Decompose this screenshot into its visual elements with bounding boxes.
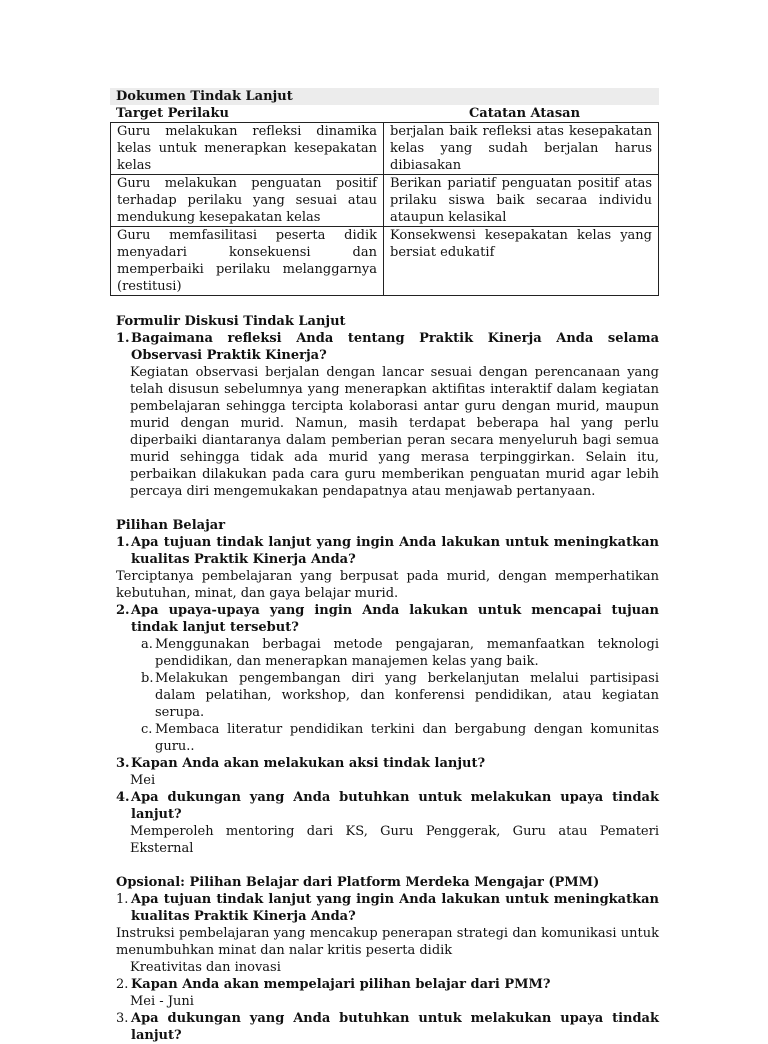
table-row	[111, 175, 659, 227]
diskusi-title: Formulir Diskusi Tindak Lanjut	[116, 314, 346, 329]
document-title-bar	[110, 88, 659, 105]
question-text: Kapan Anda akan mempelajari pilihan belajar dari PMM?	[131, 977, 551, 992]
question-text: Apa tujuan tindak lanjut yang ingin Anda lakukan untuk meningkatkan kualitas Praktik Kinerja Anda?	[131, 892, 659, 924]
question-number: 1.	[116, 535, 130, 550]
list-text: Menggunakan berbagai metode pengajaran, memanfaatkan teknologi pendidikan, dan menerapkan manajemen kelas yang baik.	[155, 637, 659, 669]
pilihan-title: Pilihan Belajar	[116, 518, 226, 533]
opsional-question-3	[116, 1010, 659, 1044]
pilihan-answer-4: Memperoleh mentoring dari KS, Guru Penggerak, Guru atau Pemateri Eksternal	[130, 824, 659, 856]
table-cell-catatan: berjalan baik refleksi atas kesepakatan kelas yang sudah berjalan harus dibiasakan	[384, 123, 659, 175]
question-text: Bagaimana refleksi Anda tentang Praktik Kinerja Anda selama Observasi Praktik Kinerja?	[131, 331, 659, 363]
table-cell-catatan: Konsekwensi kesepakatan kelas yang bersiat edukatif	[384, 227, 659, 296]
table-cell-target: Guru melakukan refleksi dinamika kelas untuk menerapkan kesepakatan kelas	[111, 123, 384, 175]
question-text: Apa tujuan tindak lanjut yang ingin Anda lakukan untuk meningkatkan kualitas Praktik Kinerja Anda?	[131, 535, 659, 567]
diskusi-answer-1: Kegiatan observasi berjalan dengan lancar sesuai dengan perencanaan yang telah disusun sebelumnya yang menerapkan aktifitas interaktif dalam kegiatan pembelajaran sehingga tercipta kolaborasi antar guru dengan murid, maupun murid dengan murid. Namun, masih terdapat beberapa hal yang perlu diperbaiki diantaranya dalam pemberian peran secara menyeluruh bagi semua murid sehingga tidak ada murid yang merasa terpinggirkan. Selain itu, perbaikan dilakukan pada cara guru memberikan penguatan murid agar lebih percaya diri mengemukakan pendapatnya atau menjawab pertanyaan.	[130, 365, 659, 499]
opsional-title: Opsional: Pilihan Belajar dari Platform Merdeka Mengajar (PMM)	[116, 875, 600, 890]
spacer	[110, 857, 659, 874]
table-header	[110, 105, 659, 122]
question-number: 3.	[116, 756, 130, 771]
question-number: 2.	[116, 977, 129, 992]
question-number: 3.	[116, 1011, 129, 1026]
opsional-answer-2: Mei - Juni	[130, 994, 194, 1009]
pilihan-question-4	[116, 789, 659, 823]
pilihan-answer-3: Mei	[130, 773, 156, 788]
opsional-question-1	[116, 891, 659, 925]
opsional-answer-1b: Kreativitas dan inovasi	[130, 960, 281, 975]
table-cell-target: Guru melakukan penguatan positif terhadap perilaku yang sesuai atau mendukung kesepakatan kelas	[111, 175, 384, 227]
list-item	[141, 636, 659, 670]
table-col-catatan-header: Catatan Atasan	[468, 106, 581, 121]
document-title: Dokumen Tindak Lanjut	[116, 89, 293, 104]
question-text: Kapan Anda akan melakukan aksi tindak lanjut?	[131, 756, 486, 771]
spacer	[110, 296, 659, 313]
question-text: Apa upaya-upaya yang ingin Anda lakukan untuk mencapai tujuan tindak lanjut tersebut?	[131, 603, 659, 635]
list-text: Membaca literatur pendidikan terkini dan bergabung dengan komunitas guru..	[155, 722, 659, 754]
table-col-target-header: Target Perilaku	[116, 106, 229, 121]
question-number: 4.	[116, 790, 130, 805]
diskusi-question-1	[116, 330, 659, 364]
opsional-question-2	[116, 976, 659, 993]
table-cell-catatan: Berikan pariatif penguatan positif atas prilaku siswa baik secaraa individu ataupun kelasikal	[384, 175, 659, 227]
list-letter: a.	[141, 637, 153, 652]
list-text: Melakukan pengembangan diri yang berkelanjutan melalui partisipasi dalam pelatihan, workshop, dan konferensi pendidikan, atau kegiatan serupa.	[155, 671, 659, 720]
question-number: 1.	[116, 331, 130, 346]
pilihan-question-3	[116, 755, 659, 772]
question-text: Apa dukungan yang Anda butuhkan untuk melakukan upaya tindak lanjut?	[131, 1011, 659, 1043]
spacer	[110, 500, 659, 517]
tindak-lanjut-table	[110, 122, 659, 296]
list-letter: c.	[141, 722, 153, 737]
question-number: 2.	[116, 603, 130, 618]
table-cell-target: Guru memfasilitasi peserta didik menyadari konsekuensi dan memperbaiki perilaku melanggarnya (restitusi)	[111, 227, 384, 296]
list-item	[141, 721, 659, 755]
list-letter: b.	[141, 671, 154, 686]
document-body	[110, 88, 659, 1044]
pilihan-answer-1: Terciptanya pembelajaran yang berpusat pada murid, dengan memperhatikan kebutuhan, minat, dan gaya belajar murid.	[116, 569, 659, 601]
question-number: 1.	[116, 892, 129, 907]
pilihan-question-2	[116, 602, 659, 636]
list-item	[141, 670, 659, 721]
opsional-answer-1: Instruksi pembelajaran yang mencakup penerapan strategi dan komunikasi untuk menumbuhkan minat dan nalar kritis peserta didik	[116, 926, 659, 958]
table-row	[111, 227, 659, 296]
table-row	[111, 123, 659, 175]
question-text: Apa dukungan yang Anda butuhkan untuk melakukan upaya tindak lanjut?	[131, 790, 659, 822]
pilihan-question-1	[116, 534, 659, 568]
